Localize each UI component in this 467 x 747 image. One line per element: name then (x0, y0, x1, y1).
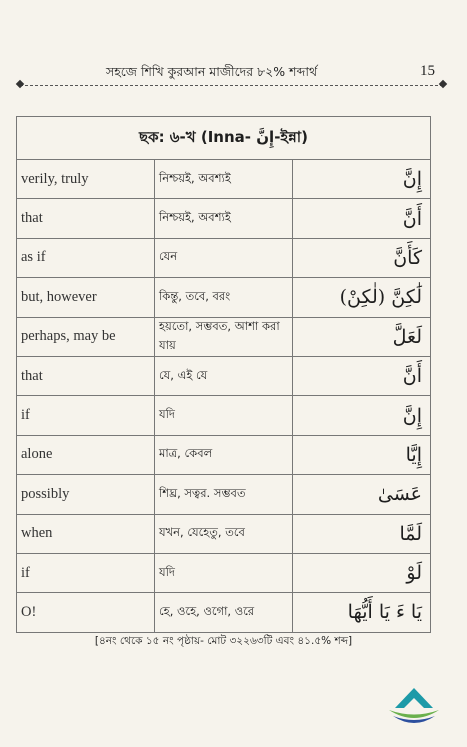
bengali-meaning: যদি (155, 553, 293, 592)
english-meaning: as if (17, 238, 155, 277)
table-row (17, 514, 431, 553)
arabic-word: أَنَّ (293, 356, 431, 395)
english-meaning: when (17, 514, 155, 553)
table-row (17, 199, 431, 238)
english-meaning: that (17, 199, 155, 238)
table-row (17, 553, 431, 592)
bengali-meaning: নিশ্চয়ই, অবশ্যই (155, 199, 293, 238)
english-meaning: alone (17, 435, 155, 474)
table-row (17, 593, 431, 632)
arabic-word: أَنَّ (293, 199, 431, 238)
english-meaning: verily, truly (17, 160, 155, 199)
arabic-word: كَأَنَّ (293, 238, 431, 277)
table-row (17, 317, 431, 356)
arabic-word: إِنَّ (293, 396, 431, 435)
vocabulary-table (16, 116, 431, 633)
table-row (17, 278, 431, 317)
bengali-meaning: হে, ওহে, ওগো, ওরে (155, 593, 293, 632)
bengali-meaning: কিন্তু, তবে, বরং (155, 278, 293, 317)
bengali-meaning: হয়তো, সম্ভবত, আশা করা যায় (155, 317, 293, 356)
english-meaning: but, however (17, 278, 155, 317)
header-divider (20, 85, 443, 86)
arabic-word: إِيَّا (293, 435, 431, 474)
footer-note: [৪নং থেকে ১৫ নং পৃষ্ঠায়- মোট ৩২২৬৩টি এবং ৪১.৫% শব্দ] (94, 635, 353, 647)
english-meaning: O! (17, 593, 155, 632)
table-row (17, 238, 431, 277)
english-meaning: if (17, 396, 155, 435)
table-row (17, 356, 431, 395)
table-row (17, 160, 431, 199)
bengali-meaning: যেন (155, 238, 293, 277)
bengali-meaning: যদি (155, 396, 293, 435)
page-header (20, 62, 443, 88)
table-row (17, 435, 431, 474)
publisher-logo-icon (381, 686, 447, 730)
english-meaning: that (17, 356, 155, 395)
bengali-meaning: শিঘ্র, সত্বর. সম্ভবত (155, 475, 293, 514)
bengali-meaning: নিশ্চয়ই, অবশ্যই (155, 160, 293, 199)
english-meaning: possibly (17, 475, 155, 514)
arabic-word: عَسَىٰ (293, 475, 431, 514)
bengali-meaning: মাত্র, কেবল (155, 435, 293, 474)
table-row (17, 475, 431, 514)
arabic-word: إِنَّ (293, 160, 431, 199)
table-header-row (17, 117, 431, 160)
arabic-word: يَا ءَ يَا أَيُّهَا (293, 593, 431, 632)
table-body (17, 160, 431, 633)
arabic-word: لَمَّا (293, 514, 431, 553)
diamond-bullet-icon (439, 80, 447, 88)
english-meaning: if (17, 553, 155, 592)
table-title: ছক: ৬-খ (Inna- إِنَّ-ইন্না) (17, 117, 431, 160)
table-row (17, 396, 431, 435)
arabic-word: لَٰكِنَّ (لٰكِنْ) (293, 278, 431, 317)
running-title: সহজে শিখি কুরআন মাজীদের ৮২% শব্দার্থ (105, 64, 318, 79)
page-number: 15 (420, 63, 435, 79)
bengali-meaning: যে, এই যে (155, 356, 293, 395)
english-meaning: perhaps, may be (17, 317, 155, 356)
arabic-word: لَوْ (293, 553, 431, 592)
bengali-meaning: যখন, যেহেতু, তবে (155, 514, 293, 553)
arabic-word: لَعَلَّ (293, 317, 431, 356)
